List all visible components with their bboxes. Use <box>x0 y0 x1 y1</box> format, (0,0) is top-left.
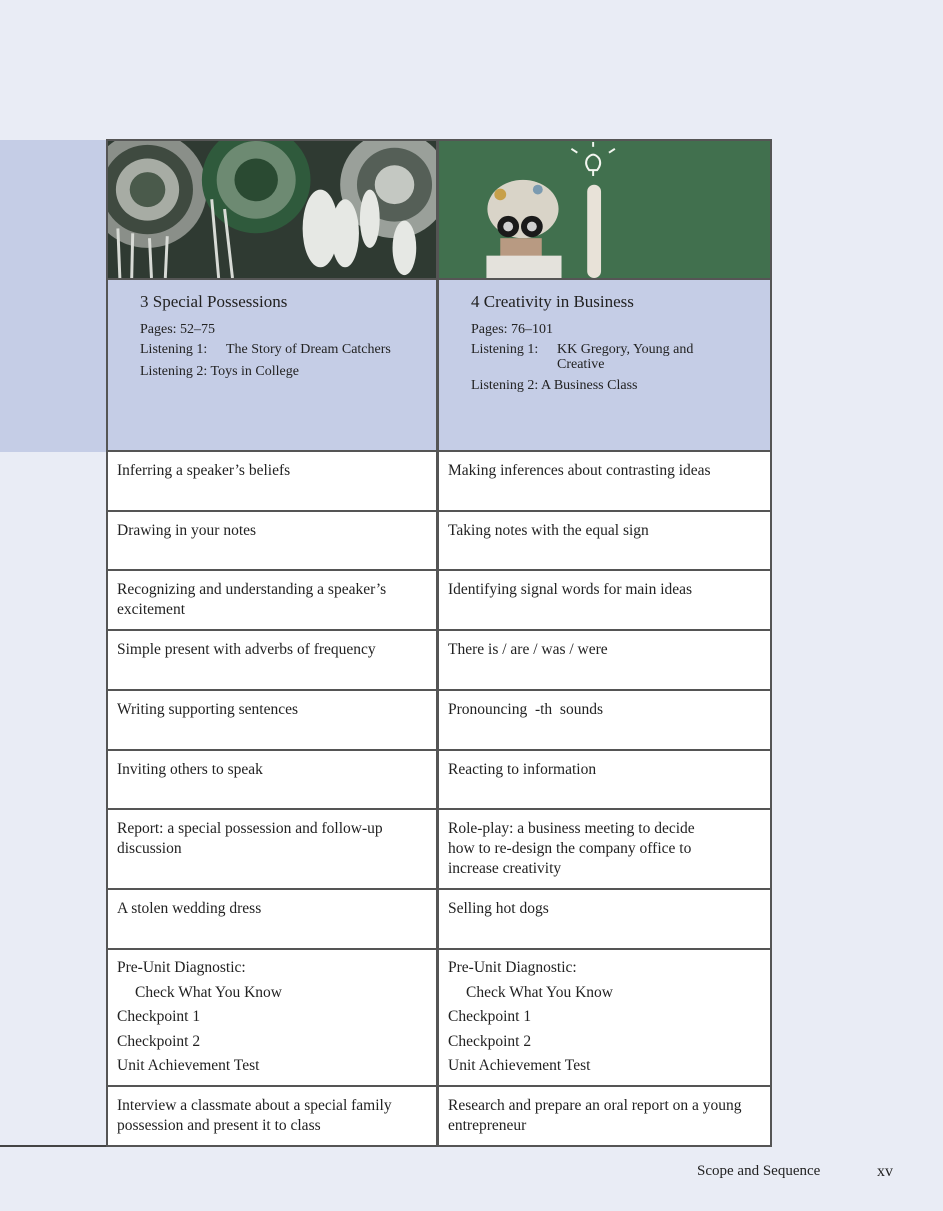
left-bottom-rule <box>0 1145 108 1147</box>
assessment-line: Check What You Know <box>466 983 613 1001</box>
assessment-line: Pre-Unit Diagnostic: <box>448 959 577 976</box>
table-cell: Selling hot dogs <box>437 890 772 950</box>
table-cell: Pronouncing -th sounds <box>437 691 772 751</box>
table-cell: Report: a special possession and follow-up discussion <box>106 810 438 890</box>
assessment-line: Unit Achievement Test <box>448 1057 591 1074</box>
assessment-line: Checkpoint 2 <box>448 1032 532 1050</box>
listening-1-text: The Story of Dream Catchers <box>226 342 391 357</box>
listening-1-label: Listening 1: <box>140 342 208 357</box>
unit-4-header <box>437 280 772 452</box>
creative-girl-photo <box>437 139 772 280</box>
table-cell: Recognizing and understanding a speaker’s excitement <box>106 571 438 631</box>
unit-pages: Pages: 52–75 <box>140 322 216 337</box>
dream-catchers-photo <box>106 139 438 280</box>
unit-3-header <box>106 280 438 452</box>
listening-1-label: Listening 1: <box>471 342 539 357</box>
table-cell: Simple present with adverbs of frequency <box>106 631 438 691</box>
table-cell: Interview a classmate about a special family possession and present it to class <box>106 1087 438 1147</box>
table-cell: Inferring a speaker’s beliefs <box>106 452 438 512</box>
table-cell: Identifying signal words for main ideas <box>437 571 772 631</box>
table-cell: Making inferences about contrasting ideas <box>437 452 772 512</box>
table-cell: A stolen wedding dress <box>106 890 438 950</box>
unit-title: 3 Special Possessions <box>140 292 288 311</box>
listening-1 <box>471 342 770 372</box>
listening-1-text: KK Gregory, Young and Creative <box>557 342 694 372</box>
listening-2: Listening 2: A Business Class <box>471 378 638 393</box>
table-cell: Writing supporting sentences <box>106 691 438 751</box>
table-cell: Research and prepare an oral report on a young entrepreneur <box>437 1087 772 1147</box>
table-cell: There is / are / was / were <box>437 631 772 691</box>
unit-title: 4 Creativity in Business <box>471 292 634 311</box>
assessment-cell <box>437 950 772 1087</box>
table-cell: Taking notes with the equal sign <box>437 512 772 571</box>
listening-1 <box>140 342 436 357</box>
table-cell: Role-play: a business meeting to decide how to re-design the company office to increase creativity <box>437 810 772 890</box>
assessment-line: Checkpoint 1 <box>117 1008 201 1025</box>
table-cell: Reacting to information <box>437 751 772 810</box>
unit-pages: Pages: 76–101 <box>471 322 554 337</box>
listening-2: Listening 2: Toys in College <box>140 364 299 379</box>
table-cell: Inviting others to speak <box>106 751 438 810</box>
footer-section-title: Scope and Sequence <box>697 1163 821 1179</box>
assessment-line: Check What You Know <box>135 983 282 1001</box>
assessment-line: Pre-Unit Diagnostic: <box>117 959 246 976</box>
assessment-line: Checkpoint 1 <box>448 1008 532 1025</box>
left-accent-strip <box>0 140 106 452</box>
assessment-line: Unit Achievement Test <box>117 1057 260 1074</box>
page-number: xv <box>877 1163 893 1180</box>
assessment-line: Checkpoint 2 <box>117 1032 201 1050</box>
table-cell: Drawing in your notes <box>106 512 438 571</box>
assessment-cell <box>106 950 438 1087</box>
